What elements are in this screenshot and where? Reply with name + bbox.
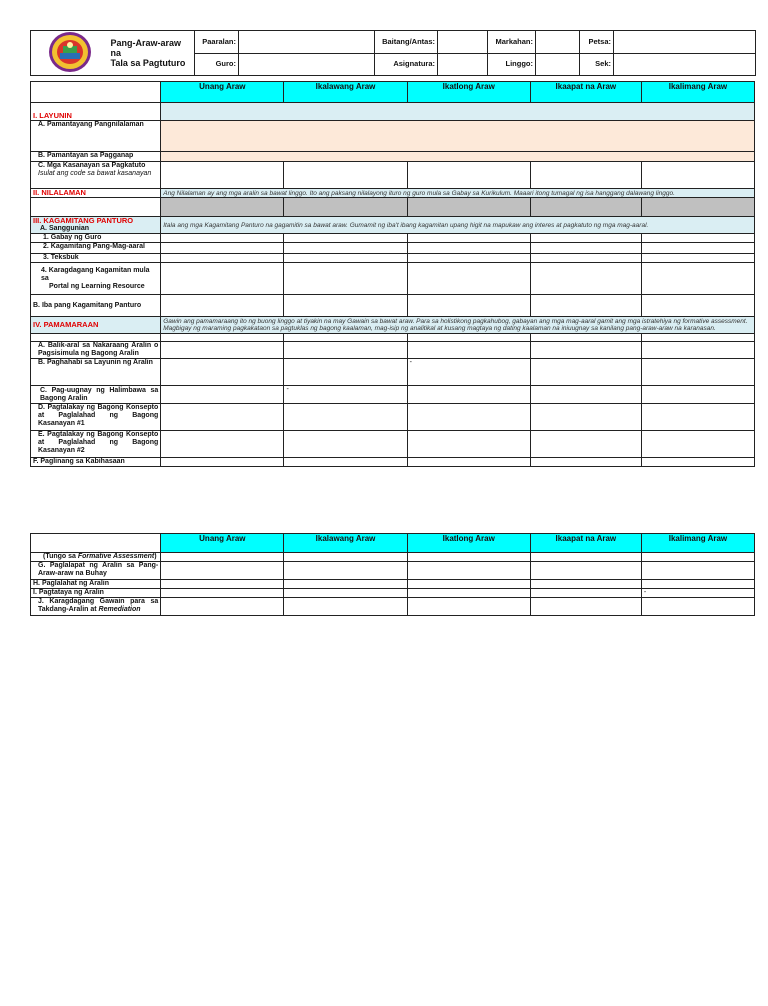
pamantayan-pagganap-label: B. Pamantayan sa Pagganap [31,152,161,162]
iba-pang-day-3[interactable] [407,295,530,317]
paglalahat-day-4[interactable] [530,580,641,589]
tungo-day-5[interactable] [641,553,754,562]
section-kagamitan [31,217,161,234]
iba-pang-day-1[interactable] [161,295,284,317]
lesson-log-table-continued [30,533,755,616]
tungo-day-4[interactable] [530,553,641,562]
paghahabi-label: B. Paghahabi sa Layunin ng Aralin [31,359,161,386]
paaralan-field[interactable] [239,31,375,54]
kasanayan-note: Isulat ang code sa bawat kasanayan [38,170,152,177]
header-table [30,30,756,76]
placeholder-dot: - [409,359,412,366]
karagdagang-day-5[interactable] [641,263,754,295]
gabay-day-2[interactable] [284,234,407,243]
pagtalakay-1-day-1[interactable] [161,404,284,431]
karagdagang-gawain-day-5[interactable] [641,598,754,616]
day-header-5: Ikalimang Araw [641,82,754,103]
paglinang-day-1[interactable] [161,458,284,467]
kasanayan-day-2[interactable] [284,162,407,189]
balik-aral-day-2[interactable] [284,342,407,359]
corner-cell [31,82,161,103]
kasanayan-title: C. Mga Kasanayan sa Pagkatuto [38,162,146,169]
pamantayang-pangnilalaman-field[interactable] [161,121,755,152]
corner-cell-2 [31,534,161,553]
kagamitan-title: III. KAGAMITANG PANTURO [33,216,134,225]
mag-aaral-day-3[interactable] [407,243,530,254]
tungo-day-1[interactable] [161,553,284,562]
day-header-2-4: Ikaapat na Araw [530,534,641,553]
asignatura-label: Asignatura: [375,53,438,76]
teksbuk-day-5[interactable] [641,254,754,263]
tungo-day-2[interactable] [284,553,407,562]
pag-uugnay-day-1[interactable] [161,386,284,404]
day-header-2-2: Ikalawang Araw [284,534,407,553]
karagdagang-gawain-day-3[interactable] [407,598,530,616]
paghahabi-day-3[interactable] [407,359,530,386]
nilalaman-day-2[interactable] [284,198,407,217]
paglalapat-day-1[interactable] [161,562,284,580]
paglalapat-day-5[interactable] [641,562,754,580]
paglalahat-day-1[interactable] [161,580,284,589]
karagdagang-day-4[interactable] [530,263,641,295]
linggo-field[interactable] [536,53,580,76]
iba-pang-kagamitan-label: B. Iba pang Kagamitang Panturo [31,295,161,317]
pagtataya-day-4[interactable] [530,589,641,598]
pagtataya-day-3[interactable] [407,589,530,598]
iba-pang-day-4[interactable] [530,295,641,317]
placeholder-dot: - [286,386,289,393]
paghahabi-day-1[interactable] [161,359,284,386]
day-header-1: Unang Araw [161,82,284,103]
pagtalakay-2-label: E. Pagtalakay ng Bagong Konsepto at Paglalahad ng Bagong Kasanayan #2 [31,431,161,458]
paglalahat-day-3[interactable] [407,580,530,589]
spacer-day-1 [161,334,284,342]
sek-field[interactable] [614,53,756,76]
day-header-2-5: Ikalimang Araw [641,534,754,553]
section-layunin: I. LAYUNIN [31,103,161,121]
day-header-2-3: Ikatlong Araw [407,534,530,553]
guro-label: Guro: [195,53,239,76]
tungo-day-3[interactable] [407,553,530,562]
nilalaman-day-1[interactable] [161,198,284,217]
mag-aaral-day-2[interactable] [284,243,407,254]
layunin-row [161,103,755,121]
kasanayan-day-4[interactable] [530,162,641,189]
paghahabi-day-5[interactable] [641,359,754,386]
iba-pang-day-5[interactable] [641,295,754,317]
tungo-em: Formative Assessment [77,553,155,560]
karagdagang-line2: Portal ng Learning Resource [49,282,145,290]
pagtalakay-2-day-2[interactable] [284,431,407,458]
karagdagang-gawain-label [31,598,161,616]
paglinang-day-4[interactable] [530,458,641,467]
pag-uugnay-day-4[interactable] [530,386,641,404]
teksbuk-day-3[interactable] [407,254,530,263]
pamantayan-pagganap-field[interactable] [161,152,755,162]
pag-uugnay-day-3[interactable] [407,386,530,404]
pagtalakay-2-day-3[interactable] [407,431,530,458]
pagtalakay-1-day-5[interactable] [641,404,754,431]
karagdagang-line1: 4. Karagdagang Kagamitan mula sa [41,266,150,282]
karagdagang-day-3[interactable] [407,263,530,295]
teksbuk-label: 3. Teksbuk [31,254,161,263]
paglalahat-label: H. Paglalahat ng Aralin [31,580,161,589]
nilalaman-day-5[interactable] [641,198,754,217]
pagtataya-label: I. Pagtataya ng Aralin [31,589,161,598]
asignatura-field[interactable] [438,53,488,76]
section-pamamaraan: IV. PAMAMARAAN [31,317,161,334]
nilalaman-day-4[interactable] [530,198,641,217]
teksbuk-day-4[interactable] [530,254,641,263]
spacer-day-3 [407,334,530,342]
remediation-text: Remediation [98,606,141,613]
karagdagang-gawain-day-2[interactable] [284,598,407,616]
gabay-day-4[interactable] [530,234,641,243]
section-nilalaman: II. NILALAMAN [31,189,161,198]
pamamaraan-spacer [31,334,161,342]
karagdagang-gawain-text: J. Karagdagang Gawain para sa Takdang-Aralin at [38,598,159,613]
markahan-label: Markahan: [488,31,536,54]
day-header-2-1: Unang Araw [161,534,284,553]
pamamaraan-note: Gawin ang pamamaraang ito ng buong linggo at tiyakin na may Gawain sa bawat araw. Para sa holistikong pagkahubog, gabayan ang mga mag-aaral gamit ang mga istratehiya ng formative assessment. Magbigay ng maraming pagkakataon sa pagtuklas ng bagong kaalaman, mag-isip ng analitikal at kusang magtaya ng dating kaalaman na iniuugnay sa kanilang pang-araw-araw na karanasan. [161,317,755,334]
deped-seal-logo-icon [48,31,92,73]
pagtalakay-1-day-2[interactable] [284,404,407,431]
baitang-label: Baitang/Antas: [375,31,438,54]
nilalaman-spacer [31,198,161,217]
pagtataya-day-2[interactable] [284,589,407,598]
pagtataya-day-1[interactable] [161,589,284,598]
pag-uugnay-day-5[interactable] [641,386,754,404]
nilalaman-day-3[interactable] [407,198,530,217]
karagdagang-gawain-day-4[interactable] [530,598,641,616]
markahan-field[interactable] [536,31,580,54]
tungo-formative-label [31,553,161,562]
petsa-field[interactable] [614,31,756,54]
placeholder-dot: - [643,589,647,596]
sanggunian-label: A. Sanggunian [40,225,89,232]
paaralan-label: Paaralan: [195,31,239,54]
logo-cell [31,31,109,76]
linggo-label: Linggo: [488,53,536,76]
pagtalakay-2-day-1[interactable] [161,431,284,458]
spacer-day-4 [530,334,641,342]
mag-aaral-day-4[interactable] [530,243,641,254]
balik-aral-day-5[interactable] [641,342,754,359]
balik-aral-day-1[interactable] [161,342,284,359]
karagdagang-gawain-day-1[interactable] [161,598,284,616]
paglalapat-day-3[interactable] [407,562,530,580]
page-title-line2: Tala sa Pagtuturo [110,58,186,68]
day-header-4: Ikaapat na Araw [530,82,641,103]
mag-aaral-day-5[interactable] [641,243,754,254]
pagtalakay-2-day-4[interactable] [530,431,641,458]
spacer-day-2 [284,334,407,342]
pag-uugnay-day-2[interactable] [284,386,407,404]
balik-aral-day-4[interactable] [530,342,641,359]
kagamitan-note: Itala ang mga Kagamitang Panturo na gagamitin sa bawat araw. Gumamit ng iba't ibang kagamitan upang higit na mapukaw ang interes at pagkatuto ng mga mag-aaral. [161,217,755,234]
paglinang-day-3[interactable] [407,458,530,467]
paglalahat-day-5[interactable] [641,580,754,589]
paglalapat-day-4[interactable] [530,562,641,580]
kagamitang-mag-aaral-label: 2. Kagamitang Pang-Mag-aaral [31,243,161,254]
pagtalakay-1-label: D. Pagtalakay ng Bagong Konsepto at Paglalahad ng Bagong Kasanayan #1 [31,404,161,431]
paglinang-label: F. Paglinang sa Kabihasaan [31,458,161,467]
karagdagang-kagamitan-label [31,263,161,295]
pagtalakay-2-day-5[interactable] [641,431,754,458]
paglalahat-day-2[interactable] [284,580,407,589]
lesson-log-table [30,81,755,467]
petsa-label: Petsa: [580,31,614,54]
kasanayan-day-3[interactable] [407,162,530,189]
gabay-guro-label: 1. Gabay ng Guro [31,234,161,243]
iba-pang-day-2[interactable] [284,295,407,317]
pagtataya-day-5[interactable] [641,589,754,598]
gabay-day-3[interactable] [407,234,530,243]
tungo-pre: (Tungo sa [43,553,78,560]
paglalapat-label: G. Paglalapat ng Aralin sa Pang-Araw-araw na Buhay [31,562,161,580]
gabay-day-5[interactable] [641,234,754,243]
karagdagang-day-1[interactable] [161,263,284,295]
day-header-3: Ikatlong Araw [407,82,530,103]
kasanayan-pagkatuto-label [31,162,161,189]
paglinang-day-5[interactable] [641,458,754,467]
karagdagang-day-2[interactable] [284,263,407,295]
page-title-line1: Pang-Araw-araw na [110,38,182,58]
paghahabi-day-4[interactable] [530,359,641,386]
balik-aral-label: A. Balik-aral sa Nakaraang Aralin o Pagsisimula ng Bagong Aralin [31,342,161,359]
guro-field[interactable] [239,53,375,76]
paglalapat-day-2[interactable] [284,562,407,580]
balik-aral-day-3[interactable] [407,342,530,359]
kasanayan-day-1[interactable] [161,162,284,189]
pagtalakay-1-day-4[interactable] [530,404,641,431]
sek-label: Sek: [580,53,614,76]
pag-uugnay-label: C. Pag-uugnay ng Halimbawa sa Bagong Aralin [31,386,161,404]
pamantayang-pangnilalaman-label: A. Pamantayang Pangnilalaman [31,121,161,152]
teksbuk-day-2[interactable] [284,254,407,263]
baitang-field[interactable] [438,31,488,54]
paglinang-day-2[interactable] [284,458,407,467]
tungo-post: ) [154,553,157,560]
teksbuk-day-1[interactable] [161,254,284,263]
nilalaman-note: Ang Nilalaman ay ang mga aralin sa bawat linggo. Ito ang paksang nilalayong ituro ng guro mula sa Gabay sa Kurikulum. Maaari itong tumagal ng isa hanggang dalawang linggo. [161,189,755,198]
paghahabi-day-2[interactable] [284,359,407,386]
pagtalakay-1-day-3[interactable] [407,404,530,431]
day-header-2: Ikalawang Araw [284,82,407,103]
kasanayan-day-5[interactable] [641,162,754,189]
gabay-day-1[interactable] [161,234,284,243]
page-title [109,31,195,76]
spacer-day-5 [641,334,754,342]
mag-aaral-day-1[interactable] [161,243,284,254]
